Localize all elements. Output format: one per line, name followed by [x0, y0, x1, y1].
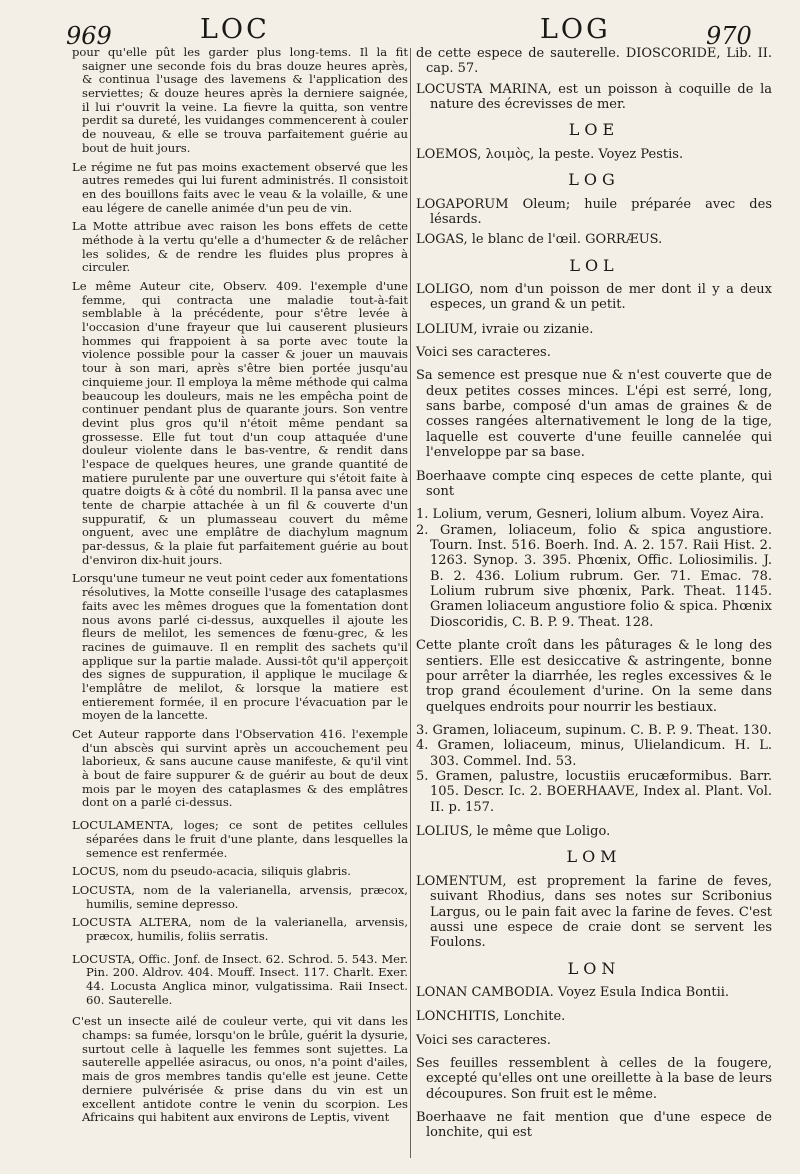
dictionary-entry: LOCUSTA, Offic. Jonf. de Insect. 62. Schrod. 5. 543. Mer. Pin. 200. Aldrov. 404. Mouff. Insect. 117. Charlt. Exer. 44. Locusta Anglica minor, vulgatissima. Raii Insect. 60. Sauterelle.: [72, 951, 408, 1007]
paragraph: Sa semence est presque nue & n'est couverte que de deux petites cosses minces. L'épi est serré, long, sans barbe, composé d'un amas de graines & de cosses rangées alternativement le long de la tige, laquelle est couverte d'une feuille cannelée qui l'enveloppe par sa base.: [416, 368, 772, 461]
paragraph: La Motte attribue avec raison les bons effets de cette méthode à la vertu qu'elle a d'humecter & de relâcher les solides, & de rendre les fluides plus propres à circuler.: [72, 219, 408, 275]
dictionary-entry: LOCULAMENTA, loges; ce sont de petites cellules séparées dans le fruit d'une plante, dans lesquelles la semence est renfermée.: [72, 818, 408, 860]
section-heading: LON: [567, 958, 621, 978]
paragraph: Ses feuilles ressemblent à celles de la fougere, excepté qu'elles ont une oreillette à la base de leurs découpures. Son fruit est le même.: [416, 1056, 772, 1102]
species-list-item: 5. Gramen, palustre, locustiis erucæformibus. Barr. 105. Descr. Ic. 2. BOERHAAVE, Index al. Plant. Vol. II. p. 157.: [416, 769, 772, 815]
species-list-item: 1. Lolium, verum, Gesneri, lolium album. Voyez Aira.: [416, 507, 764, 523]
paragraph: Cet Auteur rapporte dans l'Observation 416. l'exemple d'un abscès qui survint après un accouchement peu laborieux, & sans aucune cause manifeste, & qu'il vint à bout de faire suppurer & de guérir au bout de deux mois par le moyen des cataplasmes & des emplâtres dont on a parlé ci-dessus.: [72, 727, 408, 810]
paragraph: C'est un insecte ailé de couleur verte, qui vit dans les champs: sa fumée, lorsqu'on le brûle, guérit la dysurie, surtout celle à laquelle les femmes sont sujettes. La sauterelle appellée asiracus, ou onos, n'a point d'ailes, mais de gros membres tandis qu'elle est jeune. Cette derniere pulvérisée & prise dans du vin est un excellent antidote contre le venin du scorpion. Les Africains qui habitent aux environs de Leptis, vivent: [72, 1014, 408, 1125]
paragraph: Boerhaave compte cinq especes de cette plante, qui sont: [416, 468, 772, 499]
species-list-item: 4. Gramen, loliaceum, minus, Ulielandicum. H. L. 303. Commel. Ind. 53.: [416, 738, 772, 769]
dictionary-entry: LONAN CAMBODIA. Voyez Esula Indica Bontii.: [416, 984, 730, 1000]
right-column: [416, 46, 772, 1146]
left-running-head: LOC: [200, 14, 270, 45]
section-heading: LOG: [568, 170, 620, 190]
dictionary-entry: LOCUSTA MARINA, est un poisson à coquille de la nature des écrevisses de mer.: [416, 81, 772, 113]
paragraph: Cette plante croît dans les pâturages & le long des sentiers. Elle est desiccative & astringente, bonne pour arrêter la diarrhée, les regles excessives & le trop grand écoulement d'urine. On la seme dans quelques endroits pour nourrir les bestiaux.: [416, 638, 772, 715]
paragraph: Lorsqu'une tumeur ne veut point ceder aux fomentations résolutives, la Motte conseille l'usage des cataplasmes faits avec les mêmes drogues que la fomentation dont nous avons parlé ci-dessus, auxquelles il ajoute les fleurs de melilot, les semences de fœnu-grec, & les racines de guimauve. Il en remplit des sachets qu'il applique sur la partie malade. Aussi-tôt qu'il apperçoit des signes de suppuration, il applique le mucilage & l'emplâtre de melilot, & lorsque la matiere est entierement formée, il en procure l'évacuation par le moyen de la lancette.: [72, 571, 408, 723]
paragraph: Le même Auteur cite, Observ. 409. l'exemple d'une femme, qui contracta une maladie tout-à-fait semblable à la précédente, pour s'être levée à l'occasion d'une frayeur que lui causerent plusieurs hommes qui frappoient à sa porte avec toute la violence possible pour la casser & jouer un mauvais tour à son mari, après s'être bien portée jusqu'au cinquieme jour. Il employa la même méthode qui calma beaucoup les douleurs, mais ne les empêcha point de continuer pendant plus de quarante jours. Son ventre devint plus gros qu'il n'étoit même pendant sa grossesse. Elle fut tout d'un coup attaquée d'une douleur violente dans le bas-ventre, & rendit dans l'espace de quelques heures, une grande quantité de matiere purulente par une ouverture qui s'étoit faite à quatre doigts & à côté du nombril. Il la pansa avec une tente de charpie attachée à un fil & couverte d'un suppuratif, & un plumasseau couvert du même onguent, avec une emplâtre de diachylum magnum par-dessus, & la plaie fut parfaitement guérie au bout d'environ dix-huit jours.: [72, 279, 408, 567]
dictionary-entry: LOCUS, nom du pseudo-acacia, siliquis glabris.: [72, 864, 351, 879]
dictionary-entry: LOLIUS, le même que Loligo.: [416, 824, 611, 840]
dictionary-entry: LOCUSTA ALTERA, nom de la valerianella, arvensis, præcox, humilis, foliis serratis.: [72, 915, 408, 943]
dictionary-entry: LOLIUM, ivraie ou zizanie.: [416, 321, 594, 337]
right-page-number: 970: [706, 22, 752, 50]
species-list-item: 3. Gramen, loliaceum, supinum. C. B. P. 9. Theat. 130.: [416, 722, 772, 738]
section-heading: LOE: [568, 120, 620, 140]
right-running-head: LOG: [540, 14, 611, 45]
dictionary-entry: LOGAS, le blanc de l'œil. GORRÆUS.: [416, 232, 663, 248]
section-heading: LOM: [566, 847, 622, 867]
species-list-item: 2. Gramen, loliaceum, folio & spica angustiore. Tourn. Inst. 516. Boerh. Ind. A. 2. 157. Raii Hist. 2. 1263. Synop. 3. 395. Phœnix, Offic. Loliosimilis. J. B. 2. 436. Lolium rubrum. Ger. 71. Emac. 78. Lolium rubrum sive phœnix, Park. Theat. 1145. Gramen loliaceum angustiore folio & spica. Phœnix Dioscoridis, C. B. P. 9. Theat. 128.: [416, 522, 772, 630]
left-page-number: 969: [66, 22, 112, 50]
dictionary-entry: LOGAPORUM Oleum; huile préparée avec des lésards.: [416, 196, 772, 227]
paragraph: pour qu'elle pût les garder plus long-tems. Il la fit saigner une seconde fois du bras douze heures après, & continua l'usage des lavemens & l'application des serviettes; & douze heures après la derniere saignée, il lui r'ouvrit la veine. La fievre la quitta, son ventre perdit sa dureté, les vuidanges commencerent à couler de nouveau, & elle se trouva parfaitement guérie au bout de huit jours.: [72, 45, 408, 155]
left-column: [72, 46, 408, 1130]
dictionary-entry: LOMENTUM, est proprement la farine de feves, suivant Rhodius, dans ses notes sur Scribonius Largus, ou le pain fait avec la farine de feves. C'est aussi une espece de craie dont se servent les Foulons.: [416, 873, 772, 951]
paragraph: Voici ses caracteres.: [416, 1032, 551, 1048]
dictionary-entry: LOLIGO, nom d'un poisson de mer dont il y a deux especes, un grand & un petit.: [416, 281, 772, 313]
paragraph: Le régime ne fut pas moins exactement observé que les autres remedes qui lui furent administrés. Il consistoit en des bouillons faits avec le veau & la volaille, & une eau légere de canelle animée d'un peu de vin.: [72, 159, 408, 215]
paragraph: de cette espece de sauterelle. DIOSCORIDE, Lib. II. cap. 57.: [416, 46, 772, 77]
dictionary-entry: LONCHITIS, Lonchite.: [416, 1009, 566, 1025]
paragraph: Voici ses caracteres.: [416, 345, 551, 361]
section-heading: LOL: [569, 255, 619, 275]
paragraph: Boerhaave ne fait mention que d'une espece de lonchite, qui est: [416, 1110, 772, 1141]
dictionary-entry: LOCUSTA, nom de la valerianella, arvensis, præcox, humilis, semine depresso.: [72, 882, 408, 911]
dictionary-entry: LOEMOS, λοιμὸς, la peste. Voyez Pestis.: [416, 146, 684, 162]
column-divider: [410, 48, 411, 1158]
